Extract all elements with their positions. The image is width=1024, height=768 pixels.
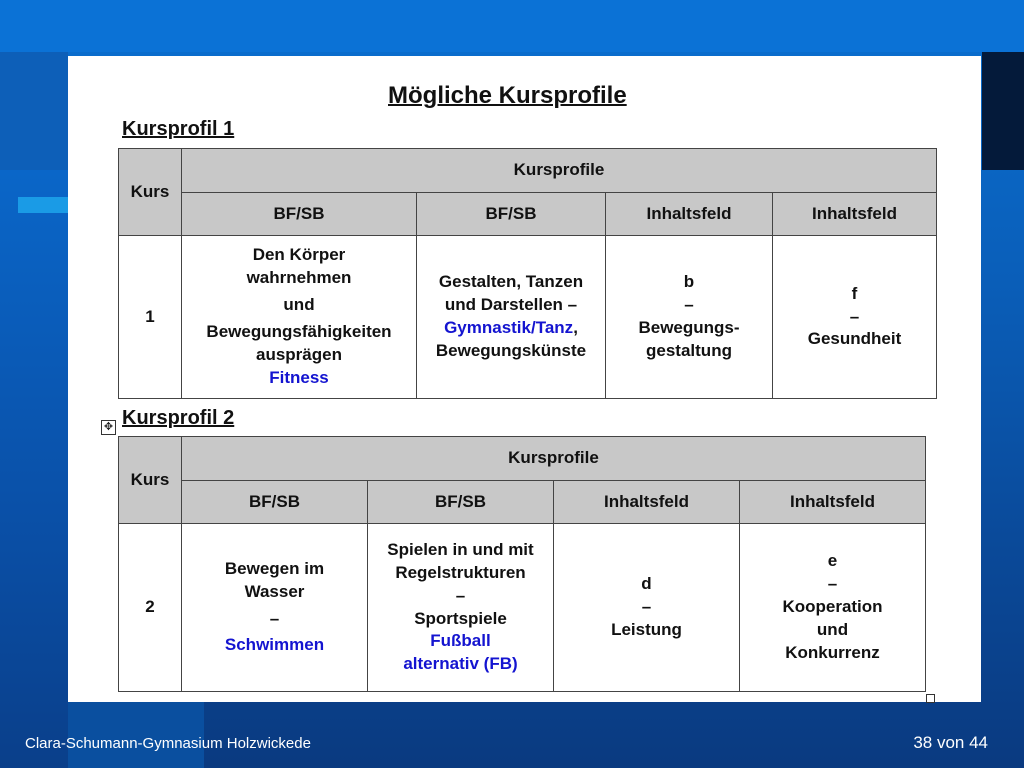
cell-line: Wasser [244, 581, 305, 601]
cell-line: Gestalten, Tanzen [438, 272, 584, 292]
resize-handle-icon[interactable] [926, 694, 935, 703]
table-cell-inhaltsfeld-1 [606, 236, 773, 399]
cell-line-highlight: Fußball [430, 631, 491, 651]
cell-line: ausprägen [256, 344, 342, 364]
header-col-inhaltsfeld-2: Inhaltsfeld [773, 193, 937, 236]
header-col-inhaltsfeld-2: Inhaltsfeld [740, 481, 926, 524]
course-number-cell: 2 [119, 524, 182, 692]
cell-punctuation: , [573, 318, 578, 337]
background-left-column [0, 170, 68, 768]
header-col-bfsb-1: BF/SB [182, 193, 417, 236]
header-col-bfsb-2: BF/SB [368, 481, 554, 524]
cell-line: – [455, 585, 466, 605]
cell-line: Konkurrenz [785, 642, 880, 662]
cell-line: Sportspiele [414, 608, 507, 628]
cell-line: Leistung [611, 619, 682, 639]
cell-line-highlight: Fitness [269, 367, 329, 387]
cell-line [420, 317, 602, 340]
table-cell-inhaltsfeld-2 [773, 236, 937, 399]
profile-1-heading: Kursprofil 1 [122, 118, 235, 140]
cell-line: – [827, 574, 838, 594]
profile-2-table [118, 436, 926, 692]
table-cell-bfsb-1 [182, 236, 417, 399]
cell-line: wahrnehmen [246, 268, 352, 288]
table-cell-bfsb-2 [368, 524, 554, 692]
profile-2-heading: Kursprofil 2 [122, 407, 235, 429]
background-top-band [0, 0, 1024, 52]
header-kursprofile: Kursprofile [182, 437, 926, 481]
cell-line: Bewegungsfähigkeiten [206, 322, 392, 341]
cell-line: Den Körper [252, 245, 346, 265]
cell-line: und Darstellen – [444, 295, 578, 315]
cell-line: Bewegungskünste [435, 340, 587, 360]
cell-line: f [851, 283, 858, 303]
profile-1-table [118, 148, 937, 399]
cell-line: Gesundheit [807, 329, 902, 349]
cell-line: Bewegen im [224, 558, 325, 578]
page-title: Mögliche Kursprofile [388, 82, 627, 109]
table-cell-inhaltsfeld-2 [740, 524, 926, 692]
cell-line: gestaltung [646, 340, 732, 360]
course-number-cell: 1 [119, 236, 182, 399]
header-col-inhaltsfeld-1: Inhaltsfeld [606, 193, 773, 236]
cell-line: und [816, 619, 849, 639]
cell-line: – [849, 306, 860, 326]
cell-line: und [283, 295, 315, 315]
background-right-dark-bar [982, 52, 1024, 170]
cell-line: – [684, 295, 694, 315]
background-accent-bar [18, 197, 70, 213]
move-handle-icon[interactable]: ✥ [101, 420, 116, 435]
footer-school-name: Clara-Schumann-Gymnasium Holzwickede [25, 735, 311, 752]
header-col-bfsb-2: BF/SB [417, 193, 606, 236]
table-cell-bfsb-2 [417, 236, 606, 399]
header-kurs: Kurs [119, 437, 182, 524]
cell-line-highlight: alternativ (FB) [403, 654, 518, 674]
cell-line-highlight: Gymnastik/Tanz [444, 318, 574, 337]
header-kurs: Kurs [119, 149, 182, 236]
table-cell-inhaltsfeld-1 [554, 524, 740, 692]
header-kursprofile: Kursprofile [182, 149, 937, 193]
cell-line: – [641, 597, 652, 617]
cell-line: Kooperation [782, 597, 883, 617]
table-cell-bfsb-1 [182, 524, 368, 692]
cell-line: Bewegungs- [638, 318, 740, 337]
background-left-block [0, 52, 68, 170]
cell-line-highlight: Schwimmen [224, 635, 325, 655]
cell-line: Spielen in und mit [387, 539, 534, 559]
footer-page-number: 38 von 44 [913, 733, 988, 752]
cell-line: e [827, 551, 838, 571]
cell-line: b [683, 272, 695, 292]
header-col-inhaltsfeld-1: Inhaltsfeld [554, 481, 740, 524]
header-col-bfsb-1: BF/SB [182, 481, 368, 524]
cell-line: Regelstrukturen [395, 562, 526, 582]
cell-line: – [269, 608, 280, 628]
cell-line: d [641, 574, 652, 594]
